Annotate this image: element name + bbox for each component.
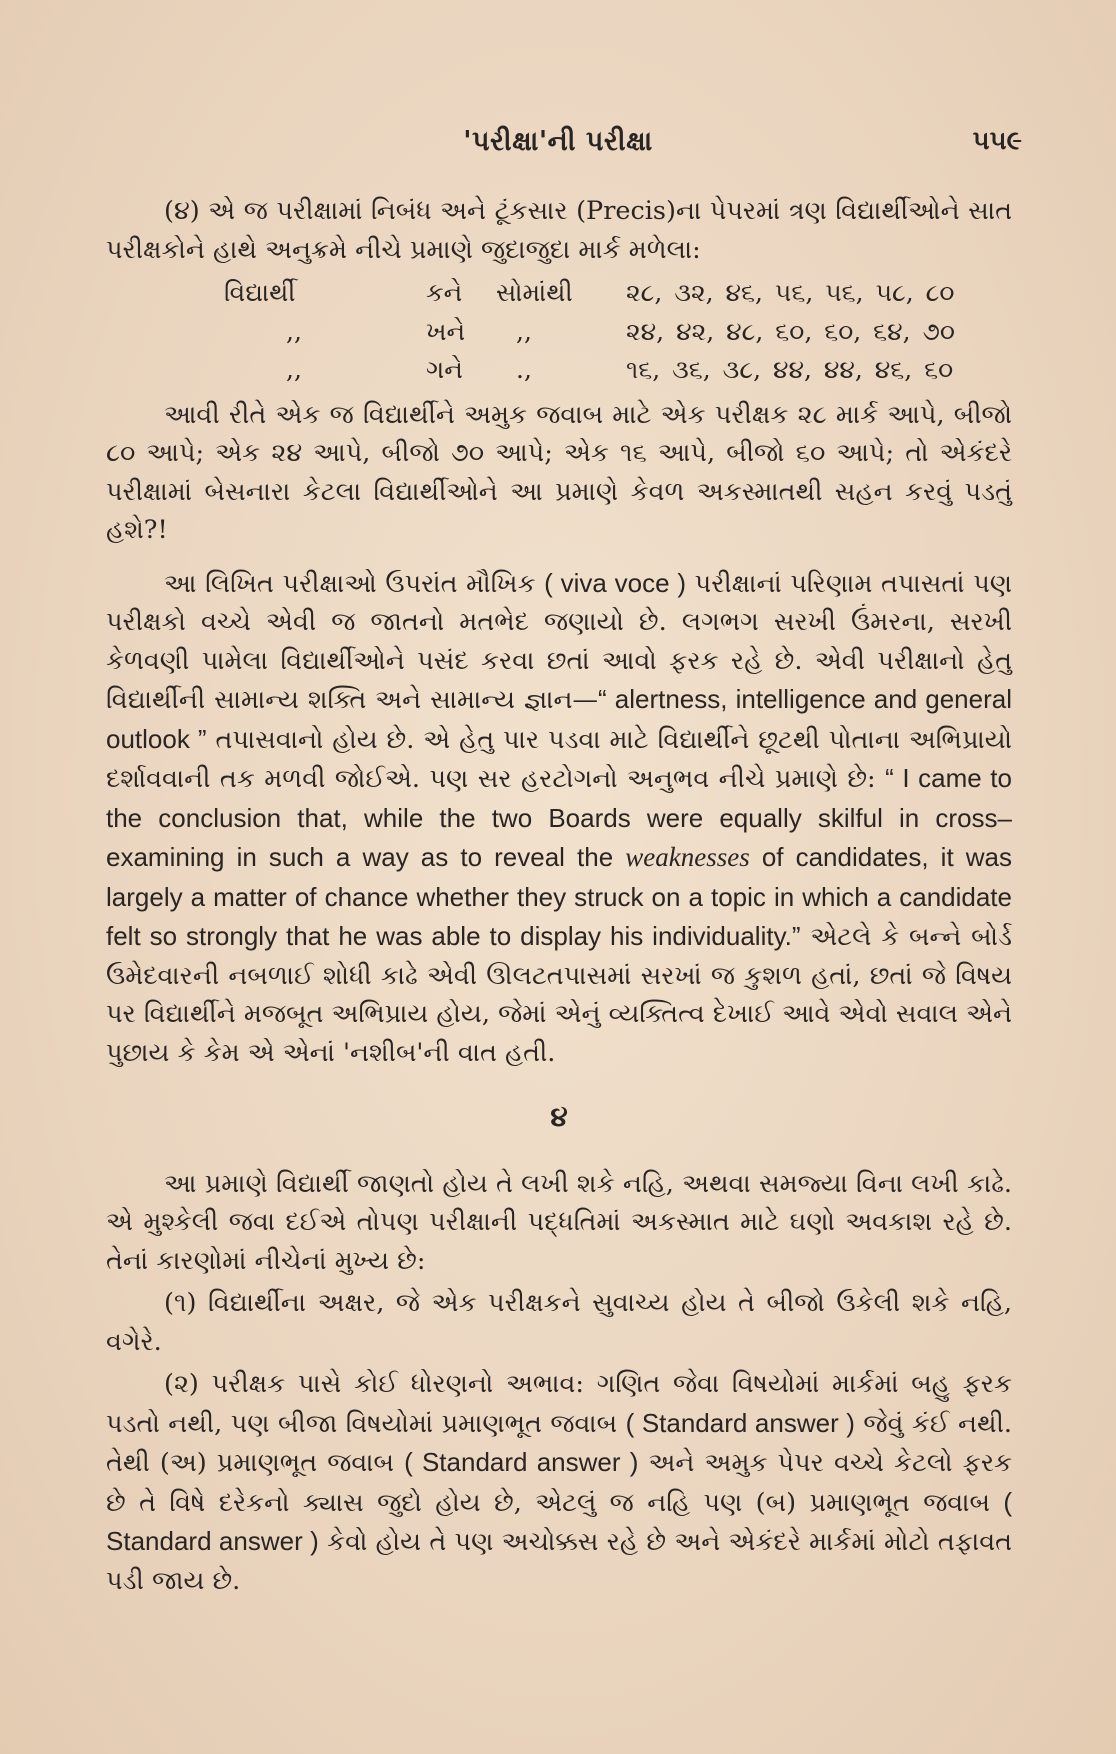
paragraph-causes-intro: આ પ્રમાણે વિદ્યાર્થી જાણતો હોય તે લખી શકે નહિ, અથવા સમજ્યા વિના લખી કાઢે. એ મુશ્કેલી જવા દઈએ તોપણ પરીક્ષાની પદ્ધતિમાં અકસ્માત માટે ઘણો અવકાશ રહે છે. તેનાં કારણોમાં નીચેનાં મુખ્ય છે: [106, 1168, 1012, 1276]
text-span: જેવું કંઈ નથી. તેથી (અ) પ્રમાણભૂત જવાબ [106, 1408, 1012, 1478]
english-term: ( Standard answer ) [625, 1407, 855, 1438]
paragraph-cause-standard [106, 1365, 1012, 1600]
student-label: વિદ્યાર્થી [224, 278, 296, 307]
table-row [224, 274, 955, 313]
paragraph-precis-marks: (૪) એ જ પરીક્ષામાં નિબંધ અને ટૂંકસાર (Precis)ના પેપરમાં ત્રણ વિદ્યાર્થીઓને સાત પરીક્ષકોને હાથે અનુક્રમે નીચે પ્રમાણે જુદાજુદા માર્ક મળેલા: [106, 196, 1012, 265]
running-title: 'પરીક્ષા'ની પરીક્ષા [463, 126, 653, 157]
english-quote: “ I came to the conclusion that, while the two Boards were equally skilful in cross–examining in such a way as to reveal the [106, 763, 1012, 872]
marks-table [224, 274, 955, 390]
out-of-label: સોમાંથી [496, 278, 573, 307]
english-term: ( viva voce ) [544, 567, 686, 598]
text-span: તપાસવાનો હોય છે. એ હેતુ પાર પડવા માટે વિદ્યાર્થીને છૂટથી પોતાના અભિપ્રાયો દર્શાવવાની તક મળવી જોઈએ. પણ સર હરટોગનો અનુભવ નીચે પ્રમાણે છે: [106, 724, 1012, 794]
paragraph-chance-suffering: આવી રીતે એક જ વિદ્યાર્થીને અમુક જવાબ માટે એક પરીક્ષક ૨૮ માર્ક આપે, બીજો ૮૦ આપે; એક ૨૪ આપે, બીજો ૭૦ આપે; એક ૧૬ આપે, બીજો ૬૦ આપે; તો એકંદરે પરીક્ષામાં બેસનારા કેટલા વિદ્યાર્થીઓને આ પ્રમાણે કેવળ અકસ્માતથી સહન કરવું પડતું હશે?! [106, 399, 1012, 545]
english-quote: of candidates, it was largely a matter of chance whether they struck on a topic in which a candidate felt so strongly that he was able to display his individuality.” [106, 842, 1012, 951]
text-span: (૨) પરીક્ષક પાસે કોઈ ધોરણનો અભાવ: ગણિત જેવા વિષયોમાં માર્કમાં બહુ ફરક પડતો નથી, પણ બીજા વિષયોમાં પ્રમાણભૂત જવાબ [106, 1369, 1012, 1439]
text-span: અને અમુક પેપર વચ્ચે કેટલો ફરક છે તે વિષે દરેકનો ક્યાસ જુદો હોય છે, એટલું જ નહિ પણ (બ) પ્રમાણભૂત જવાબ [106, 1448, 1013, 1518]
section-number: ૪ [550, 1100, 568, 1133]
text-span: પરીક્ષાનાં પરિણામ તપાસતાં પણ પરીક્ષકો વચ્ચે એવી જ જાતનો મતભેદ જણાયો છે. લગભગ સરખી ઉંમરના, સરખી કેળવણી પામેલા વિદ્યાર્થીઓને પસંદ કરવા છતાં આવો ફરક રહે છે. એવી પરીક્ષાનો હેતુ વિદ્યાર્થીની સામાન્ય શક્તિ અને સામાન્ય જ્ઞાન— [106, 568, 1012, 715]
page-header [0, 126, 1116, 166]
table-row [224, 351, 955, 390]
paragraph-viva-voce [106, 564, 1012, 1073]
marks-list: ૧૬, ૩૬, ૩૮, ૪૪, ૪૪, ૪૬, ૬૦ [626, 355, 954, 384]
student-letter: ખને [426, 316, 466, 346]
table-row [224, 313, 955, 352]
student-letter: કને [426, 278, 463, 307]
english-term: ( Standard answer ) [404, 1447, 639, 1477]
english-quote-term: “ alertness, intelligence and general outlook ” [106, 684, 1012, 754]
page-number: ૫૫૯ [972, 126, 1022, 156]
page-body [106, 192, 1012, 1600]
marks-list: ૨૪, ૪૨, ૪૮, ૬૦, ૬૦, ૬૪, ૭૦ [626, 316, 955, 346]
text-span: આ લિખિત પરીક્ષાઓ ઉપરાંત મૌખિક [164, 568, 545, 599]
ditto-mark: ,, [286, 355, 302, 384]
text-span: એટલે કે બન્ને બોર્ડ ઉમેદવારની નબળાઈ શોધી કાઢે એવી ઊલટતપાસમાં સરખાં જ કુશળ હતાં, છતાં જે વિષય પર વિદ્યાર્થીને મજબૂત અભિપ્રાય હોય, જેમાં એનું વ્યક્તિત્વ દેખાઈ આવે એવો સવાલ એને પુછાય કે કેમ એ એનાં 'નશીબ'ની વાત હતી. [106, 922, 1012, 1068]
paragraph-cause-handwriting: (૧) વિદ્યાર્થીના અક્ષર, જે એક પરીક્ષકને સુવાચ્ય હોય તે બીજો ઉકેલી શકે નહિ, વગેરે. [106, 1288, 1012, 1357]
english-term: ( Standard answer ) [106, 1486, 1012, 1556]
english-quote-italic: weaknesses [625, 842, 750, 872]
ditto-mark: ., [516, 355, 532, 384]
marks-list: ૨૮, ૩૨, ૪૬, ૫૬, ૫૬, ૫૮, ૮૦ [626, 278, 955, 307]
ditto-mark: ,, [516, 316, 532, 346]
student-letter: ગને [426, 355, 463, 384]
text-span: કેવો હોય તે પણ અચોક્કસ રહે છે અને એકંદરે માર્કમાં મોટો તફાવત પડી જાય છે. [106, 1527, 1013, 1596]
ditto-mark: ,, [286, 316, 302, 346]
